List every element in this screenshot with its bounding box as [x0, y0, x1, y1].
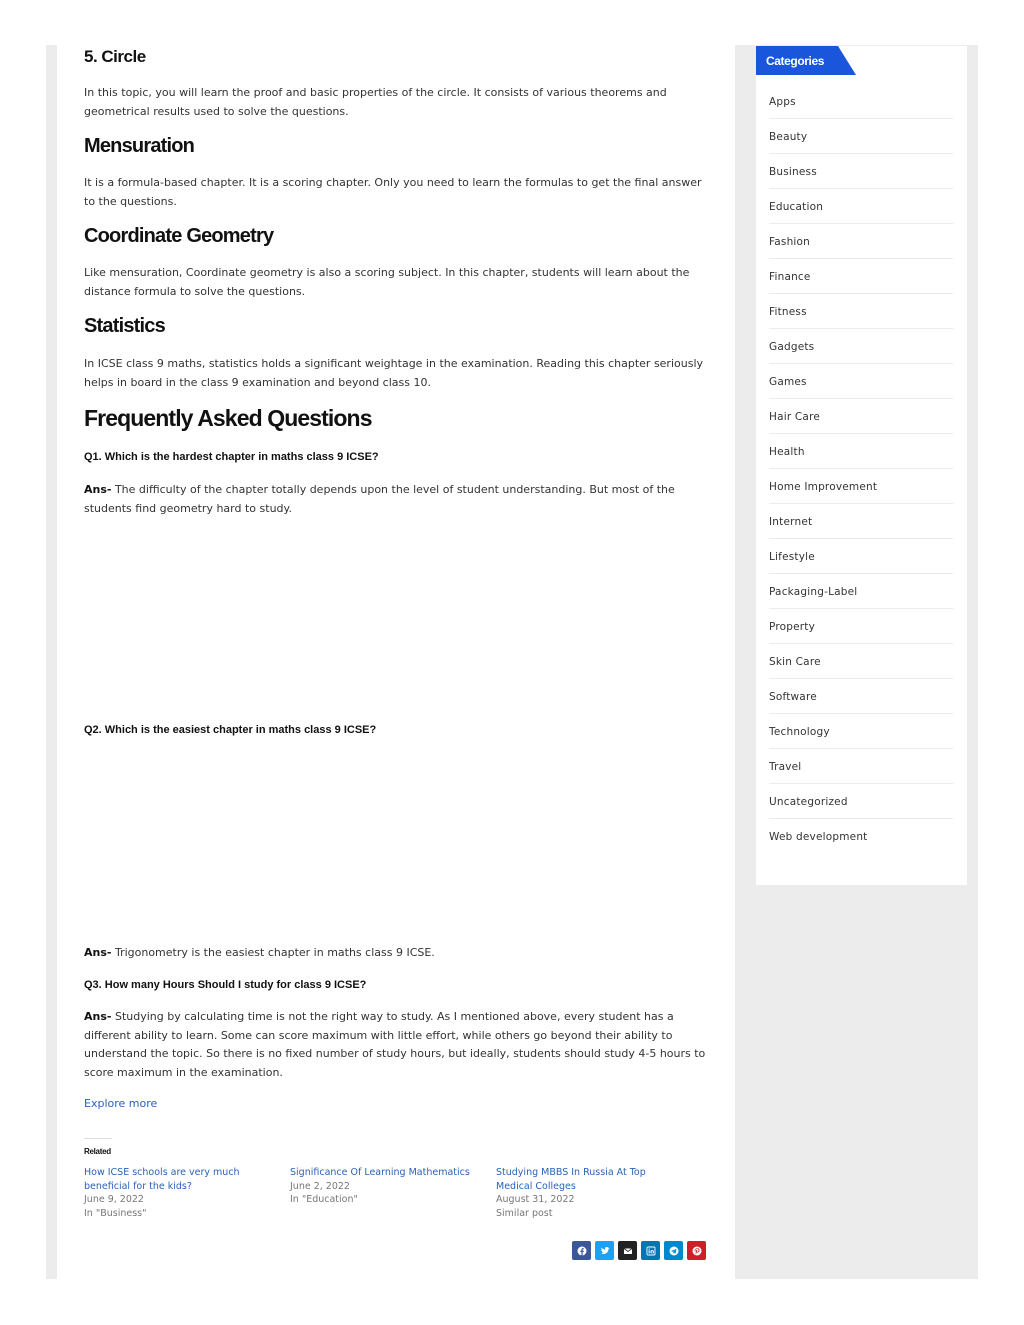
related-post	[84, 1166, 264, 1220]
faq-question-3: Q3. How many Hours Should I study for class 9 ICSE?	[84, 979, 367, 991]
category-item	[769, 399, 953, 434]
category-item	[769, 364, 953, 399]
faq-answer-2	[84, 944, 704, 963]
category-link[interactable]: Gadgets	[769, 341, 815, 353]
mensuration-paragraph: It is a formula-based chapter. It is a scoring chapter. Only you need to learn the formulas to get the final answer to the questions.	[84, 176, 702, 208]
category-item	[769, 679, 953, 714]
category-link[interactable]: Fashion	[769, 236, 811, 248]
category-item	[769, 539, 953, 574]
twitter-share-button[interactable]	[595, 1241, 614, 1260]
category-item	[769, 819, 953, 854]
twitter-icon	[600, 1246, 610, 1256]
category-item	[769, 119, 953, 154]
category-item	[769, 609, 953, 644]
facebook-icon	[577, 1246, 587, 1256]
category-link[interactable]: Fitness	[769, 306, 807, 318]
category-link[interactable]: Beauty	[769, 131, 808, 143]
email-share-button[interactable]	[618, 1241, 637, 1260]
category-item	[769, 714, 953, 749]
category-link[interactable]: Skin Care	[769, 656, 821, 668]
category-item	[769, 434, 953, 469]
category-item	[769, 469, 953, 504]
categories-widget	[756, 46, 967, 885]
category-link[interactable]: Web development	[769, 831, 868, 843]
linkedin-share-button[interactable]	[641, 1241, 660, 1260]
answer-label: Ans-	[84, 1010, 112, 1023]
related-post	[290, 1166, 470, 1207]
category-link[interactable]: Business	[769, 166, 817, 178]
left-gutter	[46, 45, 57, 1279]
category-link[interactable]: Finance	[769, 271, 811, 283]
category-item	[769, 154, 953, 189]
category-item	[769, 644, 953, 679]
related-title: Related	[84, 1147, 111, 1156]
coordinate-geometry-heading: Coordinate Geometry	[84, 225, 274, 247]
envelope-icon	[623, 1246, 633, 1256]
category-link[interactable]: Education	[769, 201, 824, 213]
answer-label: Ans-	[84, 483, 112, 496]
pinterest-icon	[692, 1246, 702, 1256]
related-post-date: August 31, 2022	[496, 1194, 575, 1205]
category-link[interactable]: Lifestyle	[769, 551, 815, 563]
related-post-date: June 2, 2022	[290, 1180, 350, 1192]
category-link[interactable]: Packaging-Label	[769, 586, 858, 598]
categories-title-text: Categories	[766, 54, 825, 68]
category-item	[769, 784, 953, 819]
explore-more-link[interactable]: Explore more	[84, 1097, 158, 1110]
statistics-paragraph: In ICSE class 9 maths, statistics holds a significant weightage in the examination. Reading this chapter seriously helps in board in the class 9 examination and beyond class 10.	[84, 357, 704, 389]
faq-question-2: Q2. Which is the easiest chapter in maths class 9 ICSE?	[84, 724, 377, 736]
category-link[interactable]: Hair Care	[769, 411, 821, 423]
category-item	[769, 574, 953, 609]
category-item	[769, 749, 953, 784]
pinterest-share-button[interactable]	[687, 1241, 706, 1260]
category-link[interactable]: Games	[769, 376, 807, 388]
mensuration-heading: Mensuration	[84, 135, 195, 157]
category-link[interactable]: Software	[769, 691, 817, 703]
answer-text: Trigonometry is the easiest chapter in maths class 9 ICSE.	[111, 946, 435, 959]
categories-title	[756, 46, 856, 75]
statistics-heading: Statistics	[84, 315, 165, 337]
category-link[interactable]: Internet	[769, 516, 813, 528]
category-link[interactable]: Apps	[769, 96, 796, 108]
circle-paragraph: In this topic, you will learn the proof and basic properties of the circle. It consists of various theorems and geometrical results used to solve the questions.	[84, 86, 667, 118]
related-post-date: June 9, 2022	[84, 1194, 144, 1205]
category-link[interactable]: Travel	[769, 761, 802, 773]
category-item	[769, 504, 953, 539]
category-link[interactable]: Property	[769, 621, 816, 633]
related-post-category: In "Education"	[290, 1194, 358, 1205]
related-divider	[84, 1138, 112, 1139]
category-item	[769, 84, 953, 119]
answer-text: The difficulty of the chapter totally depends upon the level of student understanding. But most of the students find geometry hard to study.	[84, 483, 675, 515]
answer-text: Studying by calculating time is not the right way to study. As I mentioned above, every student has a different ability to learn. Some can score maximum with little effort, while others go beyond their ability to understand the topic. So there is no fixed number of study hours, but ideally, students should study 4-5 hours to score maximum in the examination.	[84, 1010, 706, 1079]
related-post-category: Similar post	[496, 1207, 553, 1219]
category-item	[769, 329, 953, 364]
category-link[interactable]: Technology	[769, 726, 830, 738]
category-link[interactable]: Health	[769, 446, 805, 458]
category-item	[769, 224, 953, 259]
linkedin-icon	[646, 1246, 656, 1256]
related-post-category: In "Business"	[84, 1207, 147, 1219]
categories-list	[769, 84, 953, 854]
faq-answer-1	[84, 481, 694, 518]
related-post	[496, 1166, 656, 1220]
related-post-title-link[interactable]: Studying MBBS In Russia At Top Medical Colleges	[496, 1167, 646, 1192]
category-link[interactable]: Uncategorized	[769, 796, 848, 808]
faq-question-1: Q1. Which is the hardest chapter in maths class 9 ICSE?	[84, 451, 379, 463]
telegram-share-button[interactable]	[664, 1241, 683, 1260]
category-link[interactable]: Home Improvement	[769, 481, 878, 493]
answer-label: Ans-	[84, 946, 112, 959]
faq-heading: Frequently Asked Questions	[84, 405, 372, 431]
faq-answer-3	[84, 1008, 708, 1082]
category-item	[769, 189, 953, 224]
social-share-bar	[572, 1241, 706, 1260]
telegram-icon	[669, 1246, 679, 1256]
related-post-title-link[interactable]: How ICSE schools are very much beneficial for the kids?	[84, 1167, 240, 1192]
facebook-share-button[interactable]	[572, 1241, 591, 1260]
coordinate-geometry-paragraph: Like mensuration, Coordinate geometry is also a scoring subject. In this chapter, students will learn about the distance formula to solve the questions.	[84, 266, 690, 298]
circle-heading: 5. Circle	[84, 47, 146, 66]
related-post-title-link[interactable]: Significance Of Learning Mathematics	[290, 1167, 470, 1178]
category-item	[769, 294, 953, 329]
category-item	[769, 259, 953, 294]
